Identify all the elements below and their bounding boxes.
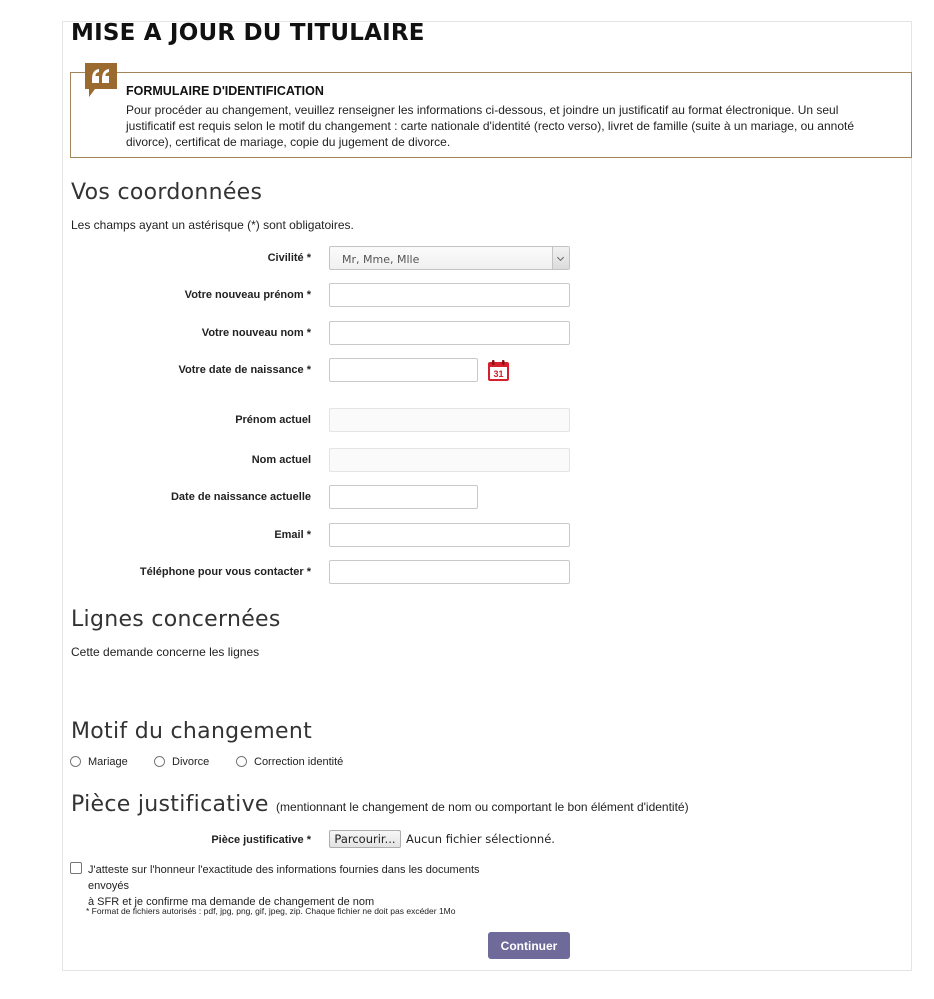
section-title-motif: Motif du changement — [71, 719, 313, 744]
section-title-lignes: Lignes concernées — [71, 607, 281, 632]
nouveau-nom-input[interactable] — [329, 321, 570, 345]
nouveau-prenom-input[interactable] — [329, 283, 570, 307]
calendar-icon-day: 31 — [493, 369, 504, 379]
radio-correction-identite-label[interactable]: Correction identité — [254, 756, 344, 768]
prenom-actuel-label: Prénom actuel — [235, 414, 311, 426]
nom-actuel-label: Nom actuel — [251, 454, 311, 466]
nom-actuel-input — [329, 448, 570, 472]
section-title-piece — [71, 792, 689, 817]
date-naissance-actuelle-label: Date de naissance actuelle — [170, 491, 311, 503]
chevron-down-icon — [552, 247, 569, 269]
piece-subtitle: (mentionnant le changement de nom ou comportant le bon élément d'identité) — [276, 800, 689, 814]
section-title-coordonnees: Vos coordonnées — [71, 180, 263, 205]
lignes-text: Cette demande concerne les lignes — [71, 645, 260, 659]
email-input[interactable] — [329, 523, 570, 547]
civilite-select[interactable] — [329, 246, 570, 270]
radio-divorce[interactable] — [154, 756, 165, 767]
identification-info-box — [70, 72, 912, 158]
calendar-icon[interactable] — [487, 359, 511, 383]
radio-divorce-label[interactable]: Divorce — [172, 756, 210, 768]
radio-correction-identite[interactable] — [236, 756, 247, 767]
date-naissance-input[interactable] — [329, 358, 478, 382]
date-naissance-label: Votre date de naissance * — [178, 364, 311, 376]
file-format-footnote: * Format de fichiers autorisés : pdf, jpg, png, gif, jpeg, zip. Chaque fichier ne doit pas excéder 1Mo — [86, 906, 456, 916]
file-status: Aucun fichier sélectionné. — [406, 832, 555, 846]
piece-title-text: Pièce justificative — [71, 792, 269, 817]
civilite-select-value: Mr, Mme, Mlle — [342, 253, 420, 266]
page-title: MISE A JOUR DU TITULAIRE — [71, 20, 425, 46]
browse-file-button[interactable]: Parcourir... — [329, 830, 401, 848]
attestation-checkbox[interactable] — [70, 862, 82, 874]
radio-mariage[interactable] — [70, 756, 81, 767]
attestation-text-line1: J'atteste sur l'honneur l'exactitude des informations fournies dans les documents envoyés — [88, 864, 480, 892]
attestation-text — [88, 862, 518, 910]
telephone-label: Téléphone pour vous contacter * — [139, 566, 311, 578]
civilite-label: Civilité * — [267, 252, 311, 264]
email-label: Email * — [274, 529, 311, 541]
prenom-actuel-input — [329, 408, 570, 432]
radio-mariage-label[interactable]: Mariage — [88, 756, 128, 768]
continuer-button[interactable]: Continuer — [488, 932, 570, 959]
piece-label: Pièce justificative * — [211, 834, 311, 846]
quote-icon — [85, 63, 117, 99]
attestation-text-line2: à SFR et je confirme ma demande de changement de nom — [88, 896, 375, 908]
nouveau-nom-label: Votre nouveau nom * — [201, 327, 311, 339]
date-naissance-actuelle-input[interactable] — [329, 485, 478, 509]
telephone-input[interactable] — [329, 560, 570, 584]
info-box-text: Pour procéder au changement, veuillez renseigner les informations ci-dessous, et joindre un justificatif au format électronique. Un seul justificatif est requis selon le motif du changement : carte nationale d'identité (recto verso), livret de famille (suite à un mariage, ou annoté divorce), certificat de mariage, copie du jugement de divorce. — [126, 103, 855, 149]
nouveau-prenom-label: Votre nouveau prénom * — [184, 289, 311, 301]
info-box-title: FORMULAIRE D'IDENTIFICATION — [126, 84, 324, 98]
required-fields-note: Les champs ayant un astérisque (*) sont obligatoires. — [71, 218, 354, 232]
